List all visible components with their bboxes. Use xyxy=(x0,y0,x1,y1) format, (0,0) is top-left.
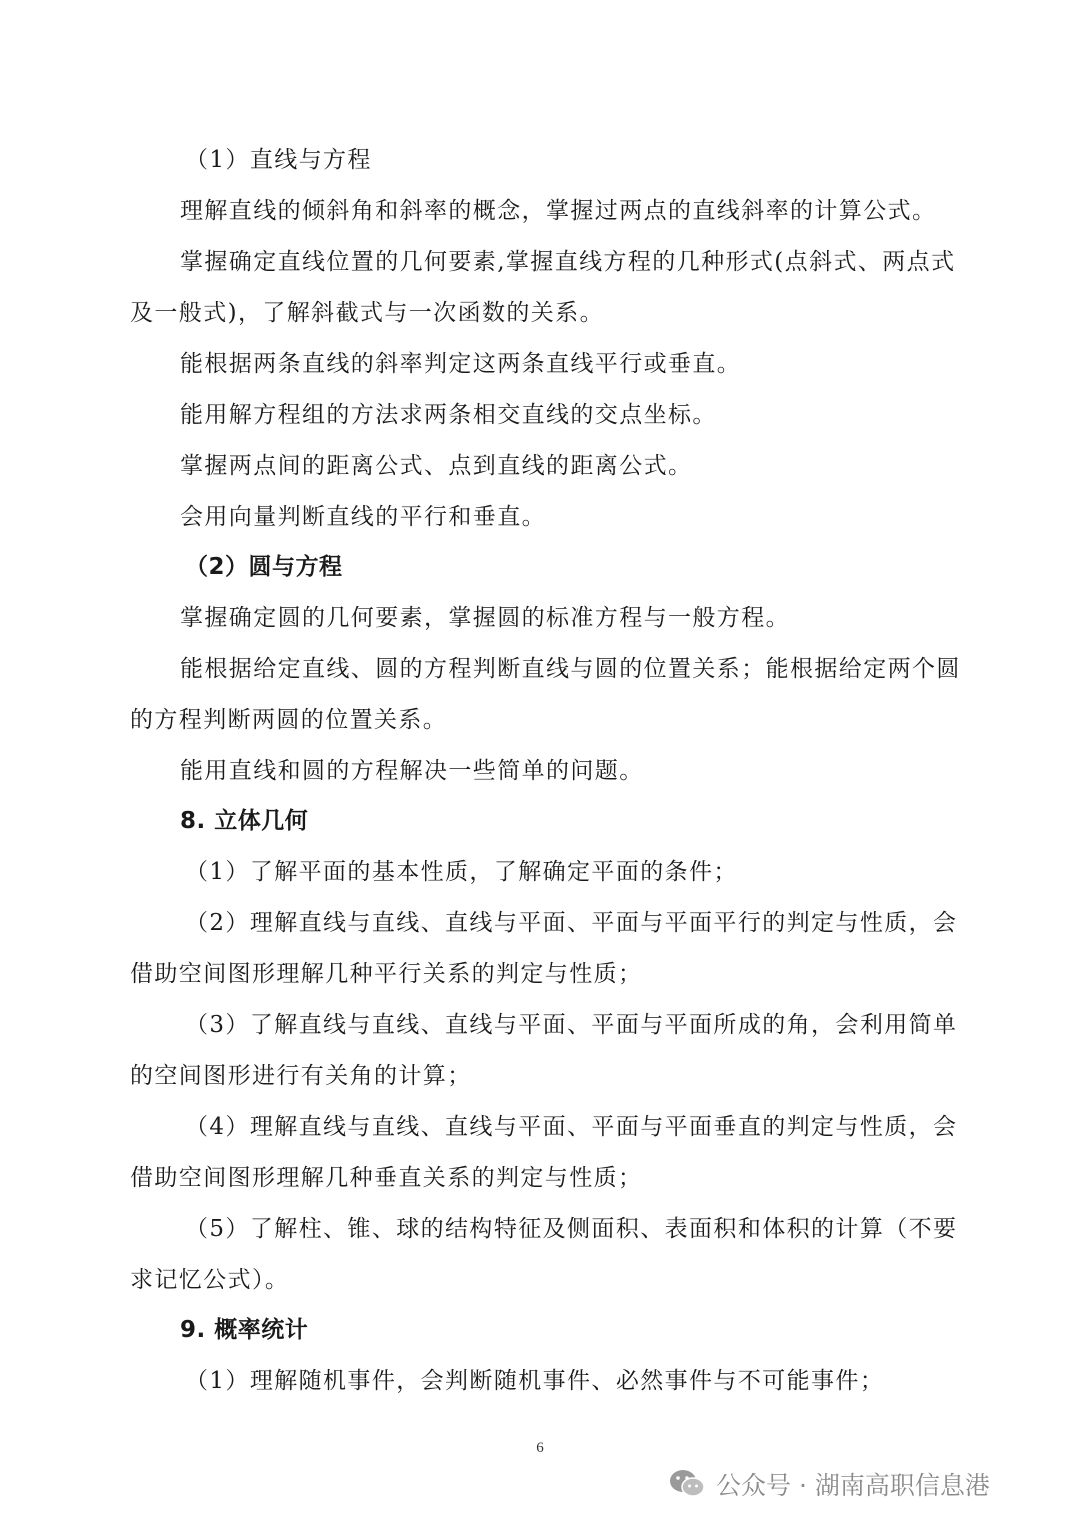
paragraph-line: 借助空间图形理解几种垂直关系的判定与性质； xyxy=(130,1165,643,1191)
paragraph-line: 能根据给定直线、圆的方程判断直线与圆的位置关系；能根据给定两个圆 xyxy=(180,656,961,682)
subsection-heading: （1）直线与方程 xyxy=(185,147,372,173)
paragraph-line: 的空间图形进行有关角的计算； xyxy=(130,1063,472,1089)
paragraph-line: 能用直线和圆的方程解决一些简单的问题。 xyxy=(180,758,644,784)
paragraph-line: （4）理解直线与直线、直线与平面、平面与平面垂直的判定与性质，会 xyxy=(185,1114,958,1140)
watermark xyxy=(668,1462,990,1506)
watermark-text: 公众号 · 湖南高职信息港 xyxy=(716,1471,990,1500)
paragraph-line: 掌握确定直线位置的几何要素,掌握直线方程的几种形式(点斜式、两点式 xyxy=(180,249,956,275)
paragraph-line: （3）了解直线与直线、直线与平面、平面与平面所成的角，会利用简单 xyxy=(185,1012,958,1038)
subsection-heading: （2）圆与方程 xyxy=(185,554,343,580)
paragraph-line: 能用解方程组的方法求两条相交直线的交点坐标。 xyxy=(180,402,717,428)
section-heading: 9. 概率统计 xyxy=(180,1317,309,1343)
paragraph-line: （1）理解随机事件，会判断随机事件、必然事件与不可能事件； xyxy=(185,1368,885,1394)
paragraph-line: （5）了解柱、锥、球的结构特征及侧面积、表面积和体积的计算（不要 xyxy=(185,1216,958,1242)
wechat-icon xyxy=(668,1468,706,1500)
paragraph-line: 掌握两点间的距离公式、点到直线的距离公式。 xyxy=(180,453,693,479)
paragraph-line: （2）理解直线与直线、直线与平面、平面与平面平行的判定与性质，会 xyxy=(185,910,958,936)
paragraph-line: 及一般式)，了解斜截式与一次函数的关系。 xyxy=(130,300,604,326)
paragraph-line: 会用向量判断直线的平行和垂直。 xyxy=(180,504,546,530)
section-heading: 8. 立体几何 xyxy=(180,808,309,834)
paragraph-line: 的方程判断两圆的位置关系。 xyxy=(130,707,448,733)
paragraph-line: 能根据两条直线的斜率判定这两条直线平行或垂直。 xyxy=(180,351,742,377)
page-number: 6 xyxy=(536,1440,544,1456)
paragraph-line: 求记忆公式）。 xyxy=(130,1267,290,1293)
paragraph-line: 借助空间图形理解几种平行关系的判定与性质； xyxy=(130,961,643,987)
paragraph-line: 理解直线的倾斜角和斜率的概念，掌握过两点的直线斜率的计算公式。 xyxy=(180,198,937,224)
paragraph-line: （1）了解平面的基本性质，了解确定平面的条件； xyxy=(185,859,738,885)
paragraph-line: 掌握确定圆的几何要素，掌握圆的标准方程与一般方程。 xyxy=(180,605,790,631)
